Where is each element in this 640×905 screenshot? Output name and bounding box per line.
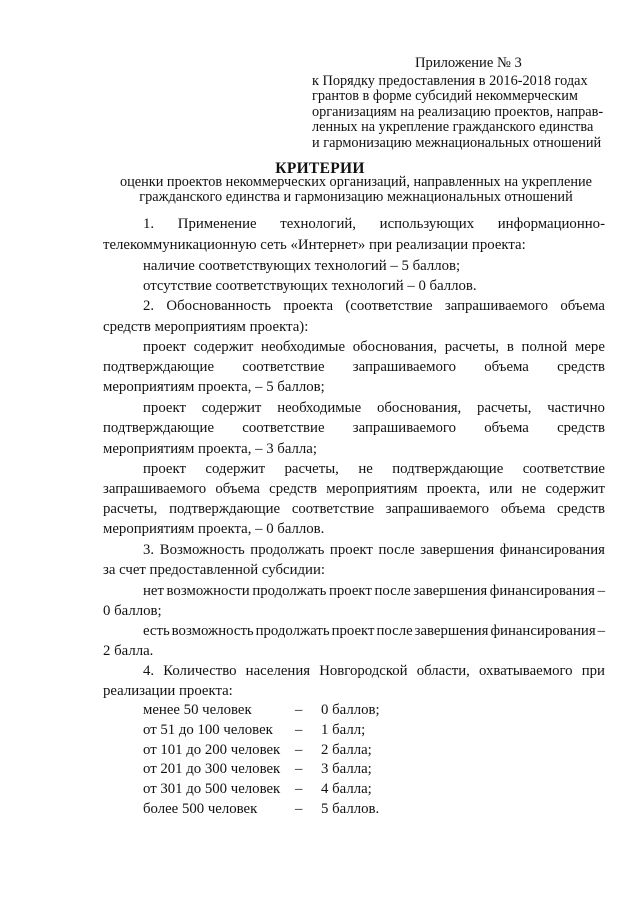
word: после	[374, 583, 411, 599]
word: возможности	[166, 583, 250, 599]
appendix-line: организациям на реализацию проектов, направ-	[312, 103, 604, 120]
word: запрашиваемого	[444, 298, 549, 314]
word: (соответствие	[345, 298, 433, 314]
word: проекта,	[426, 481, 481, 497]
word: содержит	[201, 400, 262, 416]
criterion-2-option	[143, 338, 605, 356]
word: проекта	[283, 298, 334, 314]
word: охватываемого	[478, 663, 573, 679]
criterion-4-heading	[143, 662, 605, 680]
word: средств	[557, 420, 605, 436]
criterion-1-heading	[143, 215, 605, 233]
word: финансирования	[490, 623, 596, 639]
population-row	[143, 781, 403, 801]
word: необходимые	[261, 339, 346, 355]
appendix-number: Приложение № 3	[415, 55, 522, 71]
word: запрашиваемого	[352, 420, 456, 436]
word: не	[358, 461, 373, 477]
word: продолжать	[252, 583, 327, 599]
word: после	[378, 542, 415, 558]
word: 3.	[143, 542, 155, 558]
word: возможность	[171, 623, 254, 639]
score-value: 0 баллов;	[321, 702, 380, 718]
word: проект	[328, 583, 372, 599]
population-range: от 101 до 200 человек	[143, 741, 281, 758]
criterion-2-option-cont	[103, 419, 605, 437]
population-range: от 301 до 500 человек	[143, 781, 281, 798]
criterion-2-heading	[143, 297, 605, 315]
word: соответствие	[242, 359, 325, 375]
word: запрашиваемого	[352, 359, 456, 375]
word: соответствие	[242, 420, 325, 436]
document-title: КРИТЕРИИ	[275, 160, 365, 177]
score-value: 3 балла;	[321, 761, 372, 778]
word: нет	[143, 583, 164, 599]
word: 4.	[143, 663, 155, 679]
criterion-2-option-cont: мероприятиям проекта, – 3 балла;	[103, 441, 317, 457]
appendix-line: грантов в форме субсидий некоммерческим	[312, 88, 578, 104]
population-row	[143, 702, 403, 722]
dash-separator: –	[295, 721, 303, 738]
score-value: 4 балла;	[321, 781, 372, 798]
criterion-3-option-cont: 0 баллов;	[103, 603, 162, 619]
word: завершения	[413, 583, 488, 599]
word: объема	[560, 298, 605, 314]
word: проект	[143, 461, 186, 477]
word: –	[597, 623, 605, 639]
word: объема	[215, 481, 260, 497]
population-row	[143, 742, 403, 762]
word: расчеты,	[103, 501, 158, 517]
criterion-4-heading-cont: реализации проекта:	[103, 683, 233, 699]
dash-separator: –	[295, 761, 303, 778]
criterion-3-option	[143, 622, 605, 640]
score-value: 5 баллов.	[321, 800, 380, 817]
population-range: менее 50 человек	[143, 702, 252, 718]
criterion-1-heading-cont: телекоммуникационную сеть «Интернет» при реализации проекта:	[103, 237, 526, 253]
word: обоснования,	[352, 339, 438, 355]
population-row	[143, 761, 403, 781]
word: соответствие	[522, 461, 605, 477]
appendix-line: к Порядку предоставления в 2016-2018 годах	[312, 72, 588, 89]
score-value: 1 балл;	[321, 721, 366, 738]
criterion-3-heading-cont: за счет предоставленной субсидии:	[103, 562, 325, 578]
word: населения	[245, 663, 311, 679]
word: содержит	[193, 339, 254, 355]
word: подтверждающие	[169, 501, 281, 517]
word: финансирования	[489, 583, 595, 599]
dash-separator: –	[295, 781, 303, 798]
criterion-2-option-cont	[103, 480, 605, 498]
subtitle-line: оценки проектов некоммерческих организаций, направленных на укрепление	[119, 174, 593, 190]
word: Возможность	[159, 542, 245, 558]
word: средств	[557, 501, 605, 517]
population-range: от 201 до 300 человек	[143, 761, 281, 778]
word: объема	[484, 359, 529, 375]
word: средств	[269, 481, 318, 497]
appendix-header	[312, 56, 612, 151]
word: проект	[329, 542, 373, 558]
subtitle-line: гражданского единства и гармонизацию межнациональных отношений	[139, 189, 573, 205]
word: после	[376, 623, 413, 639]
word: или	[489, 481, 513, 497]
word: 2.	[143, 298, 155, 314]
word: подтверждающие	[103, 359, 215, 375]
criterion-2-option-cont: мероприятиям проекта, – 5 баллов;	[103, 379, 325, 395]
word: продолжать	[255, 623, 330, 639]
score-value: 2 балла;	[321, 741, 372, 758]
word: технологий,	[280, 216, 356, 232]
word: есть	[143, 623, 170, 639]
word: финансирования	[499, 542, 605, 558]
criterion-2-option	[143, 460, 605, 478]
appendix-line: ленных на укрепление гражданского единства	[312, 119, 594, 135]
criterion-3-heading	[143, 541, 605, 559]
word: 1.	[143, 216, 155, 232]
word: объема	[500, 501, 546, 517]
word: запрашиваемого	[103, 481, 207, 497]
word: содержит	[545, 481, 605, 497]
criterion-2-option-cont: мероприятиям проекта, – 0 баллов.	[103, 521, 325, 537]
word: объема	[484, 420, 529, 436]
criterion-2-option-cont	[103, 358, 605, 376]
word: информационно-	[497, 216, 605, 232]
word: полной	[521, 339, 568, 355]
criterion-3-option	[143, 582, 605, 600]
appendix-line: и гармонизацию межнациональных отношений	[312, 134, 602, 151]
word: проект	[143, 339, 186, 355]
word: подтверждающие	[103, 420, 215, 436]
document-subtitle	[96, 175, 616, 205]
word: Новгородской	[319, 663, 408, 679]
criterion-1-option: наличие соответствующих технологий – 5 баллов;	[143, 258, 461, 274]
word: необходимые	[277, 400, 362, 416]
criterion-2-option	[143, 399, 605, 417]
word: Применение	[177, 216, 257, 232]
word: расчеты,	[444, 339, 500, 355]
word: завершения	[420, 542, 495, 558]
population-score-table	[143, 702, 403, 821]
population-row	[143, 801, 403, 821]
word: соответствие	[291, 501, 375, 517]
word: средств	[557, 359, 605, 375]
word: использующих	[379, 216, 475, 232]
word: Количество	[163, 663, 237, 679]
word: содержит	[205, 461, 266, 477]
word: завершения	[414, 623, 489, 639]
word: подтверждающие	[392, 461, 504, 477]
word: мероприятиям	[326, 481, 418, 497]
word: при	[581, 663, 605, 679]
criterion-2-option-cont	[103, 500, 605, 518]
population-range: более 500 человек	[143, 800, 258, 817]
word: расчеты,	[477, 400, 532, 416]
word: обоснования,	[376, 400, 462, 416]
word: частично	[547, 400, 605, 416]
word: запрашиваемого	[385, 501, 489, 517]
dash-separator: –	[295, 702, 303, 718]
word: области,	[416, 663, 470, 679]
dash-separator: –	[295, 741, 303, 758]
word: –	[597, 583, 605, 599]
word: проект	[331, 623, 375, 639]
criterion-1-option: отсутствие соответствующих технологий – 0 баллов.	[143, 278, 477, 294]
criterion-2-heading-cont: средств мероприятиям проекта):	[103, 319, 309, 335]
dash-separator: –	[295, 800, 303, 817]
word: Обоснованность	[166, 298, 272, 314]
word: не	[521, 481, 537, 497]
word: проект	[143, 400, 186, 416]
word: в	[506, 339, 514, 355]
word: расчеты,	[284, 461, 339, 477]
word: мере	[575, 339, 605, 355]
population-row	[143, 722, 403, 742]
word: продолжать	[250, 542, 325, 558]
criterion-3-option-cont: 2 балла.	[103, 643, 154, 659]
population-range: от 51 до 100 человек	[143, 721, 273, 738]
